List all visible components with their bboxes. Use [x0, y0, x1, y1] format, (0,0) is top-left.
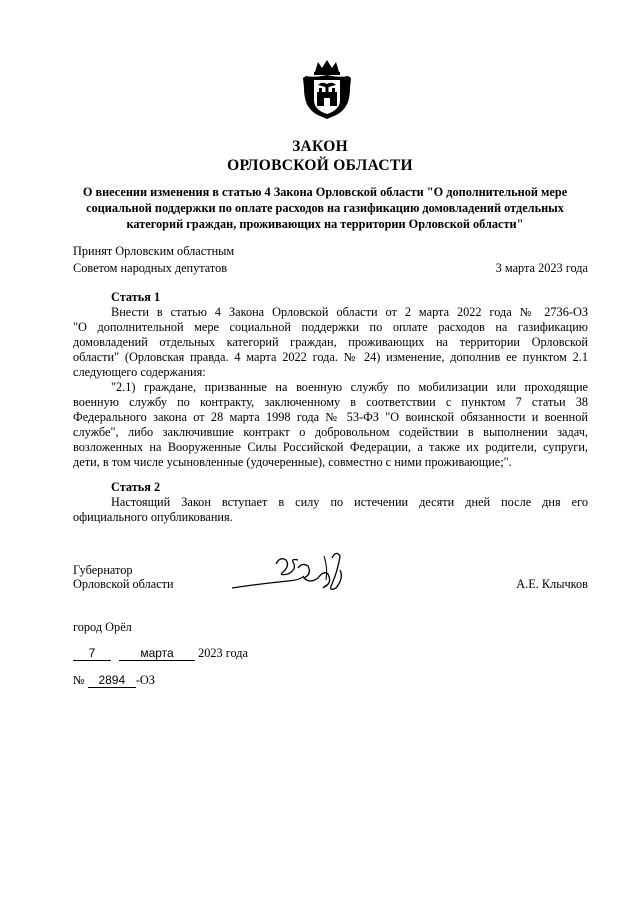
document-title: ЗАКОН — [292, 138, 348, 155]
article-1-line: службе", либо заключившие контракт о добровольном содействии в выполнении задач, — [73, 425, 588, 439]
signatory-position: Губернатор — [73, 563, 133, 577]
subtitle-line: О внесении изменения в статью 4 Закона Орловской области "О дополнительной мере — [82, 185, 568, 199]
adoption-date: 3 марта 2023 года — [495, 261, 588, 275]
number-prefix: № — [73, 673, 85, 687]
issue-year: 2023 года — [198, 646, 248, 660]
article-1-line: Федерального закона от 28 марта 1998 года № 53-ФЗ "О воинской обязанности и военной — [73, 410, 588, 424]
issue-date — [73, 646, 248, 661]
city: город Орёл — [73, 620, 132, 634]
article-1-line: домовладений отдельных категорий граждан, проживающих на территории Орловской — [73, 335, 588, 349]
law-number — [73, 673, 155, 688]
issue-month: марта — [119, 646, 195, 661]
article-1-line: дети, в том числе усыновленные (удочеренные), совместно с ними проживающие;". — [73, 455, 512, 469]
signatory-region: Орловской области — [73, 577, 174, 591]
number-suffix: -ОЗ — [135, 673, 155, 687]
article-1-line: Внести в статью 4 Закона Орловской области от 2 марта 2022 года № 2736-ОЗ — [111, 305, 588, 319]
article-1-line: военную службу по контракту, заключенному в соответствии с пунктом 7 статьи 38 — [73, 395, 588, 409]
adoption-line-1: Принят Орловским областным — [73, 244, 235, 258]
article-2-heading: Статья 2 — [111, 480, 161, 494]
article-1-line: "О дополнительной мере социальной поддержки по оплате расходов на газификацию — [73, 320, 588, 334]
article-1-line: следующего содержания: — [73, 365, 206, 379]
subtitle-line: категорий граждан, проживающих на территории Орловской области" — [126, 217, 524, 231]
subtitle-line: социальной поддержки по оплате расходов на газификацию домовладений отдельных — [86, 201, 564, 215]
article-2-line: Настоящий Закон вступает в силу по истечении десяти дней после дня его — [111, 495, 588, 509]
signatory-name: А.Е. Клычков — [516, 577, 588, 591]
article-2-line: официального опубликования. — [73, 510, 233, 524]
issue-day: 7 — [73, 646, 111, 661]
article-1-heading: Статья 1 — [111, 290, 161, 304]
orel-coat-of-arms-icon — [300, 58, 354, 120]
document-region: ОРЛОВСКОЙ ОБЛАСТИ — [227, 157, 413, 174]
law-subtitle — [60, 184, 590, 232]
adoption-line-2: Советом народных депутатов — [73, 261, 228, 275]
article-1-line: области" (Орловская правда. 4 марта 2022 года. № 24) изменение, дополнив ее пунктом 2.1 — [73, 350, 588, 364]
article-1-line: возложенных на Вооруженные Силы Российской Федерации, а также их родители, супруги, — [73, 440, 588, 454]
number-value: 2894 — [88, 673, 136, 688]
article-1-line: "2.1) граждане, призванные на военную службу по мобилизации или проходящие — [111, 380, 588, 394]
signature-icon — [228, 548, 353, 598]
